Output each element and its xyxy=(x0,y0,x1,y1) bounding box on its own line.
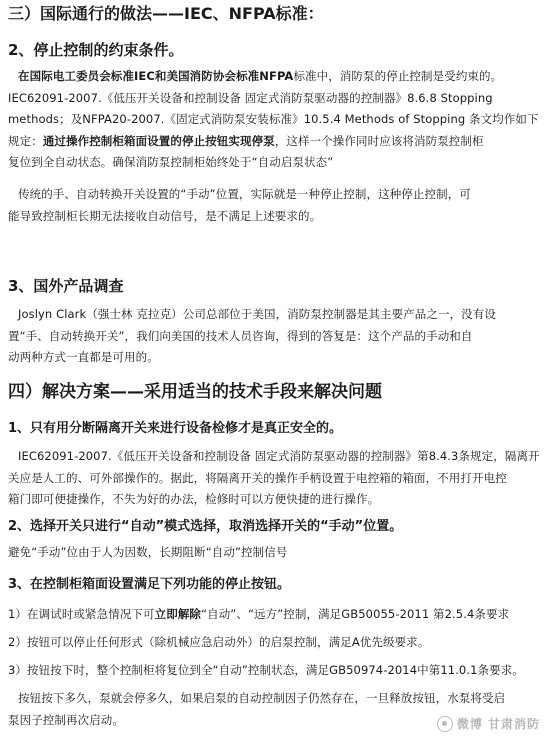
item-1-line-2: 关应是人工的、可外部操作的。据此，将隔离开关的操作手柄设置于电控箱的箱面，不用打开电控 xyxy=(8,470,507,485)
item-1-heading: 1、只有用分断隔离开关来进行设备检修才是真正安全的。 xyxy=(8,421,343,436)
item-3-point-2 xyxy=(8,632,548,654)
weibo-logo-icon xyxy=(437,716,453,732)
item-1-line-1: IEC62091-2007.《低压开关设备和控制设备 固定式消防泵驱动器的控制器》第8.4.3条规定，隔离开 xyxy=(18,449,540,463)
point-1-c: “自动”、“远方”控制，满足GB50055-2011 第2.5.4条要求 xyxy=(201,607,510,621)
item-3-heading: 3、在控制柜箱面设置满足下列功能的停止按钮。 xyxy=(8,577,291,592)
sub-3-line-1: Joslyn Clark（强士林 克拉克）公司总部位于美国，消防泵控制器是其主要产品之一，没有设 xyxy=(18,307,496,321)
para-2-line-2: 能导致控制柜长期无法接收自动信号，是不满足上述要求的。 xyxy=(8,208,322,223)
sub-2-para-2 xyxy=(8,184,548,227)
section-4-heading: 四）解决方案——采用适当的技术手段来解决问题 xyxy=(8,382,382,402)
section-3-heading: 三）国际通行的做法——IEC、NFPA标准： xyxy=(8,4,324,23)
point-3-text: 3）按钮按下时，整个控制柜将复位到全“自动”控制状态，满足GB50974-2014中第11.0.1条要求。 xyxy=(8,663,524,677)
para-1-line-1-rest: 标准中，消防泵的停止控制是受约束的。 xyxy=(293,69,503,83)
para-1-line-4-a: 规定： xyxy=(8,133,43,148)
sub-2-para-1 xyxy=(8,66,548,174)
point-4-line-2: 泵因子控制再次启动。 xyxy=(8,712,124,727)
para-1-line-5: 复位到全自动状态。确保消防泵控制柜始终处于“自动启泵状态” xyxy=(8,155,334,169)
para-2-line-1: 传统的手、自动转换开关设置的“手动”位置，实际就是一种停止控制，这种停止控制，可 xyxy=(18,187,471,201)
para-1-line-4-c: ，这样一个操作同时应该将消防泵控制柜 xyxy=(274,133,484,148)
para-1-line-3: methods；及NFPA20-2007.《固定式消防泵安装标准》10.5.4 Methods of Stopping 条文均作如下 xyxy=(8,112,539,126)
para-1-line-2: IEC62091-2007.《低压开关设备和控制设备 固定式消防泵驱动器的控制器》8.6.8 Stopping xyxy=(8,90,493,105)
point-1-a: 1）在调试时或紧急情况下可 xyxy=(8,607,155,621)
watermark-text: 微博 甘肃消防 xyxy=(456,717,540,731)
item-3-point-3 xyxy=(8,660,548,682)
item-1-para xyxy=(8,446,548,511)
sub-3-para xyxy=(8,304,548,369)
point-2-text: 2）按钮可以停止任何形式（除机械应急启动外）的启泵控制，满足A优先级要求。 xyxy=(8,635,430,649)
point-1-bold: 立即解除 xyxy=(154,607,202,621)
item-2-line-1: 避免“手动”位由于人为因数，长期阻断“自动”控制信号 xyxy=(8,545,288,559)
point-4-line-1: 按钮按下多久，泵就会停多久，如果启泵的自动控制因子仍然存在，一旦释放按钮，水泵将受启 xyxy=(18,691,506,705)
item-2-para xyxy=(8,542,548,564)
para-1-line-1-bold: 在国际电工委员会标准IEC和美国消防协会标准NFPA xyxy=(18,69,294,83)
para-1-line-4-bold: 通过操作控制柜箱面设置的停止按钮实现停泵 xyxy=(42,133,275,148)
weibo-watermark xyxy=(437,715,540,732)
sub-3-line-2: 置“手、自动转换开关”，我们向美国的技术人员咨询，得到的答复是：这个产品的手动和自 xyxy=(8,328,473,343)
item-2-heading: 2、选择开关只进行“自动”模式选择，取消选择开关的“手动”位置。 xyxy=(8,519,403,534)
item-3-point-1 xyxy=(8,604,548,626)
sub-3-heading: 3、国外产品调查 xyxy=(8,277,124,295)
sub-2-heading: 2、停止控制的约束条件。 xyxy=(8,41,184,59)
sub-3-line-3: 动两种方式一直都是可用的。 xyxy=(8,350,159,364)
item-1-line-3: 箱门即可便捷操作，不失为好的办法，检修时可以方便快捷的进行操作。 xyxy=(8,492,380,506)
